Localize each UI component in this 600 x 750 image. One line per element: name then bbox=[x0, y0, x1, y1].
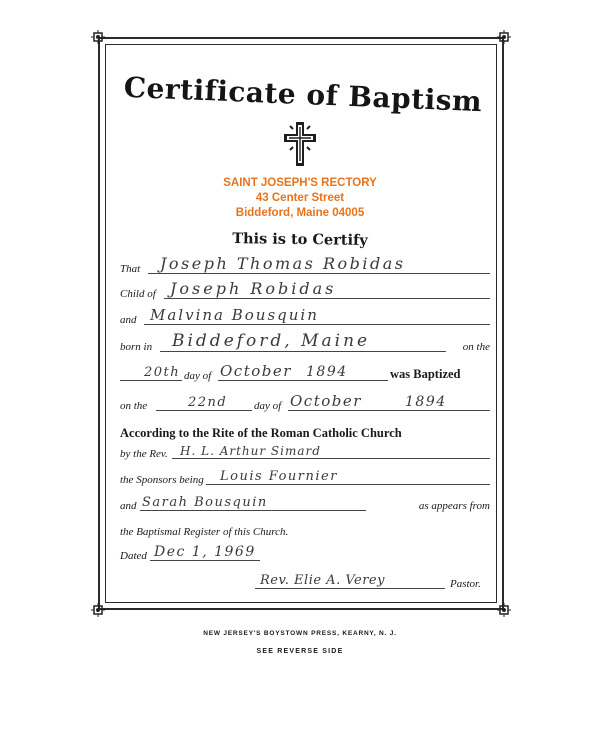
baptism-year-value: 1894 bbox=[405, 394, 447, 410]
birth-month-value: October bbox=[220, 362, 292, 380]
corner-ornament-icon bbox=[91, 30, 105, 44]
rectory-name: SAINT JOSEPH'S RECTORY bbox=[223, 177, 377, 189]
as-appears-label: as appears from bbox=[418, 500, 490, 512]
born-value: Biddeford, Maine bbox=[172, 331, 371, 351]
dated-row bbox=[120, 542, 490, 564]
rev-value: H. L. Arthur Simard bbox=[180, 444, 321, 458]
birth-year-value: 1894 bbox=[306, 364, 348, 380]
and-label: and bbox=[120, 314, 137, 326]
pastor-label: Pastor. bbox=[450, 578, 481, 590]
day-of-label-2: day of bbox=[254, 400, 282, 412]
signature-row bbox=[120, 570, 490, 592]
child-value: Joseph Robidas bbox=[170, 279, 337, 298]
birth-day-value: 20th bbox=[144, 365, 181, 380]
press-imprint: NEW JERSEY'S BOYSTOWN PRESS, KEARNY, N. J. bbox=[203, 630, 397, 637]
that-value: Joseph Thomas Robidas bbox=[160, 254, 406, 273]
dated-label: Dated bbox=[120, 550, 147, 562]
born-row bbox=[120, 333, 490, 355]
baptism-day-value: 22nd bbox=[188, 395, 228, 410]
rev-label: by the Rev. bbox=[120, 448, 168, 460]
rectory-address bbox=[200, 176, 400, 221]
child-label: Child of bbox=[120, 288, 156, 300]
sponsors-label: the Sponsors being bbox=[120, 474, 204, 486]
on-the-label: on the bbox=[462, 341, 490, 353]
certificate-title: Certificate of Baptism bbox=[123, 70, 483, 119]
corner-ornament-icon bbox=[91, 603, 105, 617]
was-baptized-label: was Baptized bbox=[390, 367, 461, 381]
certify-heading: This is to Certify bbox=[232, 230, 368, 249]
baptism-date-row bbox=[120, 392, 490, 414]
sponsor-and-label: and bbox=[120, 500, 137, 512]
day-of-label: day of bbox=[184, 370, 212, 382]
sponsor-two-row bbox=[120, 492, 490, 514]
rite-line: According to the Rite of the Roman Catholic Church bbox=[120, 426, 402, 440]
dated-value: Dec 1, 1969 bbox=[154, 544, 256, 560]
child-row bbox=[120, 280, 490, 302]
mother-row bbox=[120, 306, 490, 328]
register-row bbox=[120, 518, 490, 540]
corner-ornament-icon bbox=[497, 30, 511, 44]
that-row bbox=[120, 255, 490, 277]
see-reverse-note: SEE REVERSE SIDE bbox=[256, 648, 344, 655]
sponsor-one-value: Louis Fournier bbox=[220, 469, 338, 484]
born-label: born in bbox=[120, 341, 153, 353]
rev-row bbox=[120, 440, 490, 462]
rectory-city: Biddeford, Maine 04005 bbox=[235, 207, 365, 219]
rectory-street: 43 Center Street bbox=[255, 192, 345, 204]
ornate-cross-icon bbox=[280, 120, 320, 168]
on-the-label-2: on the bbox=[120, 400, 148, 412]
register-line: the Baptismal Register of this Church. bbox=[120, 526, 289, 538]
corner-ornament-icon bbox=[497, 603, 511, 617]
sponsors-row bbox=[120, 466, 490, 488]
baptism-month-value: October bbox=[290, 392, 362, 410]
sponsor-two-value: Sarah Bousquin bbox=[142, 495, 268, 510]
that-label: That bbox=[120, 263, 141, 275]
pastor-signature: Rev. Elie A. Verey bbox=[260, 573, 385, 588]
mother-value: Malvina Bousquin bbox=[150, 306, 319, 324]
birth-date-row bbox=[120, 362, 490, 384]
